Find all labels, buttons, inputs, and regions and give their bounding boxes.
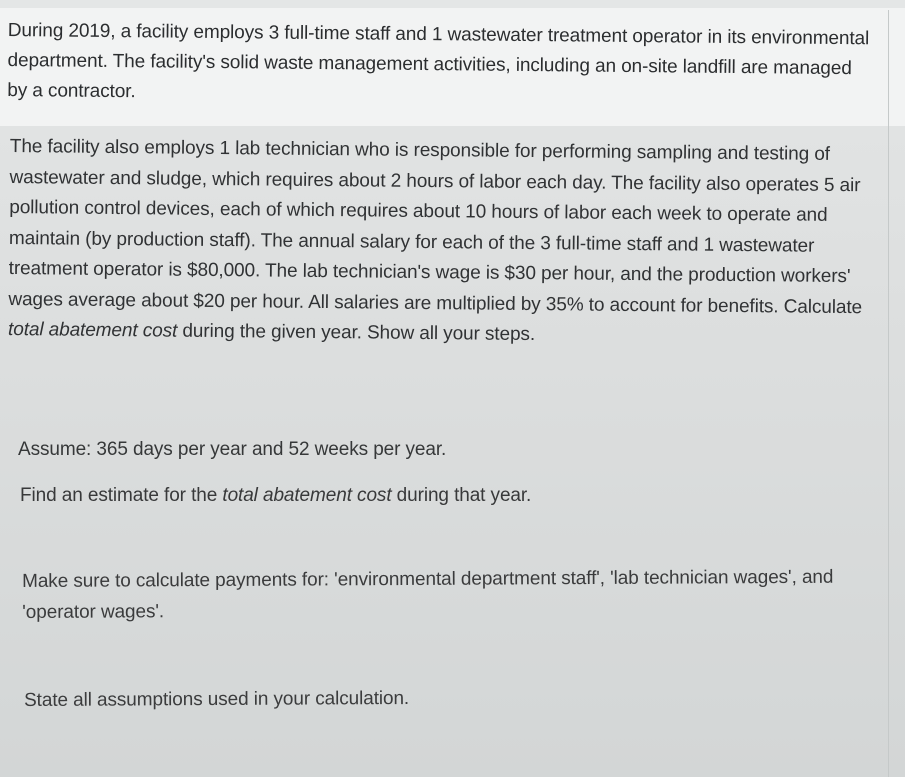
intro-paragraph: During 2019, a facility employs 3 full-time staff and 1 wastewater treatment operator in its environmental department. The facility's solid waste management activities, including an on-site landfill are managed by a contractor. xyxy=(7,19,870,103)
estimate-text: Find an estimate for the xyxy=(20,485,223,506)
estimate-line xyxy=(20,481,720,511)
problem-paragraph xyxy=(8,132,868,354)
assumption-line: Assume: 365 days per year and 52 weeks per year. xyxy=(18,439,447,460)
problem-emphasis: total abatement cost xyxy=(8,318,178,342)
problem-text-end: during the given year. Show all your steps. xyxy=(177,320,536,346)
assumptions-note: State all assumptions used in your calculation. xyxy=(24,687,410,711)
estimate-text-end: during that year. xyxy=(391,485,532,506)
estimate-emphasis: total abatement cost xyxy=(222,485,392,506)
payments-note: Make sure to calculate payments for: 'environmental department staff', 'lab technician wages', and 'operator wages'. xyxy=(22,566,834,623)
problem-text: The facility also employs 1 lab technician who is responsible for performing sampling and testing of wastewater and sludge, which requires about 2 hours of labor each day. The facility also operates 5 air pollution control devices, each of which requires about 10 hours of labor each week to operate and maintain (by production staff). The annual salary for each of the 3 full-time staff and 1 wastewater treatment operator is $80,000. The lab technician's wage is $30 per hour, and the production workers' wages average about $20 per hour. All salaries are multiplied by 35% to account for benefits. Calculate xyxy=(8,135,863,318)
frame-divider xyxy=(888,10,889,777)
